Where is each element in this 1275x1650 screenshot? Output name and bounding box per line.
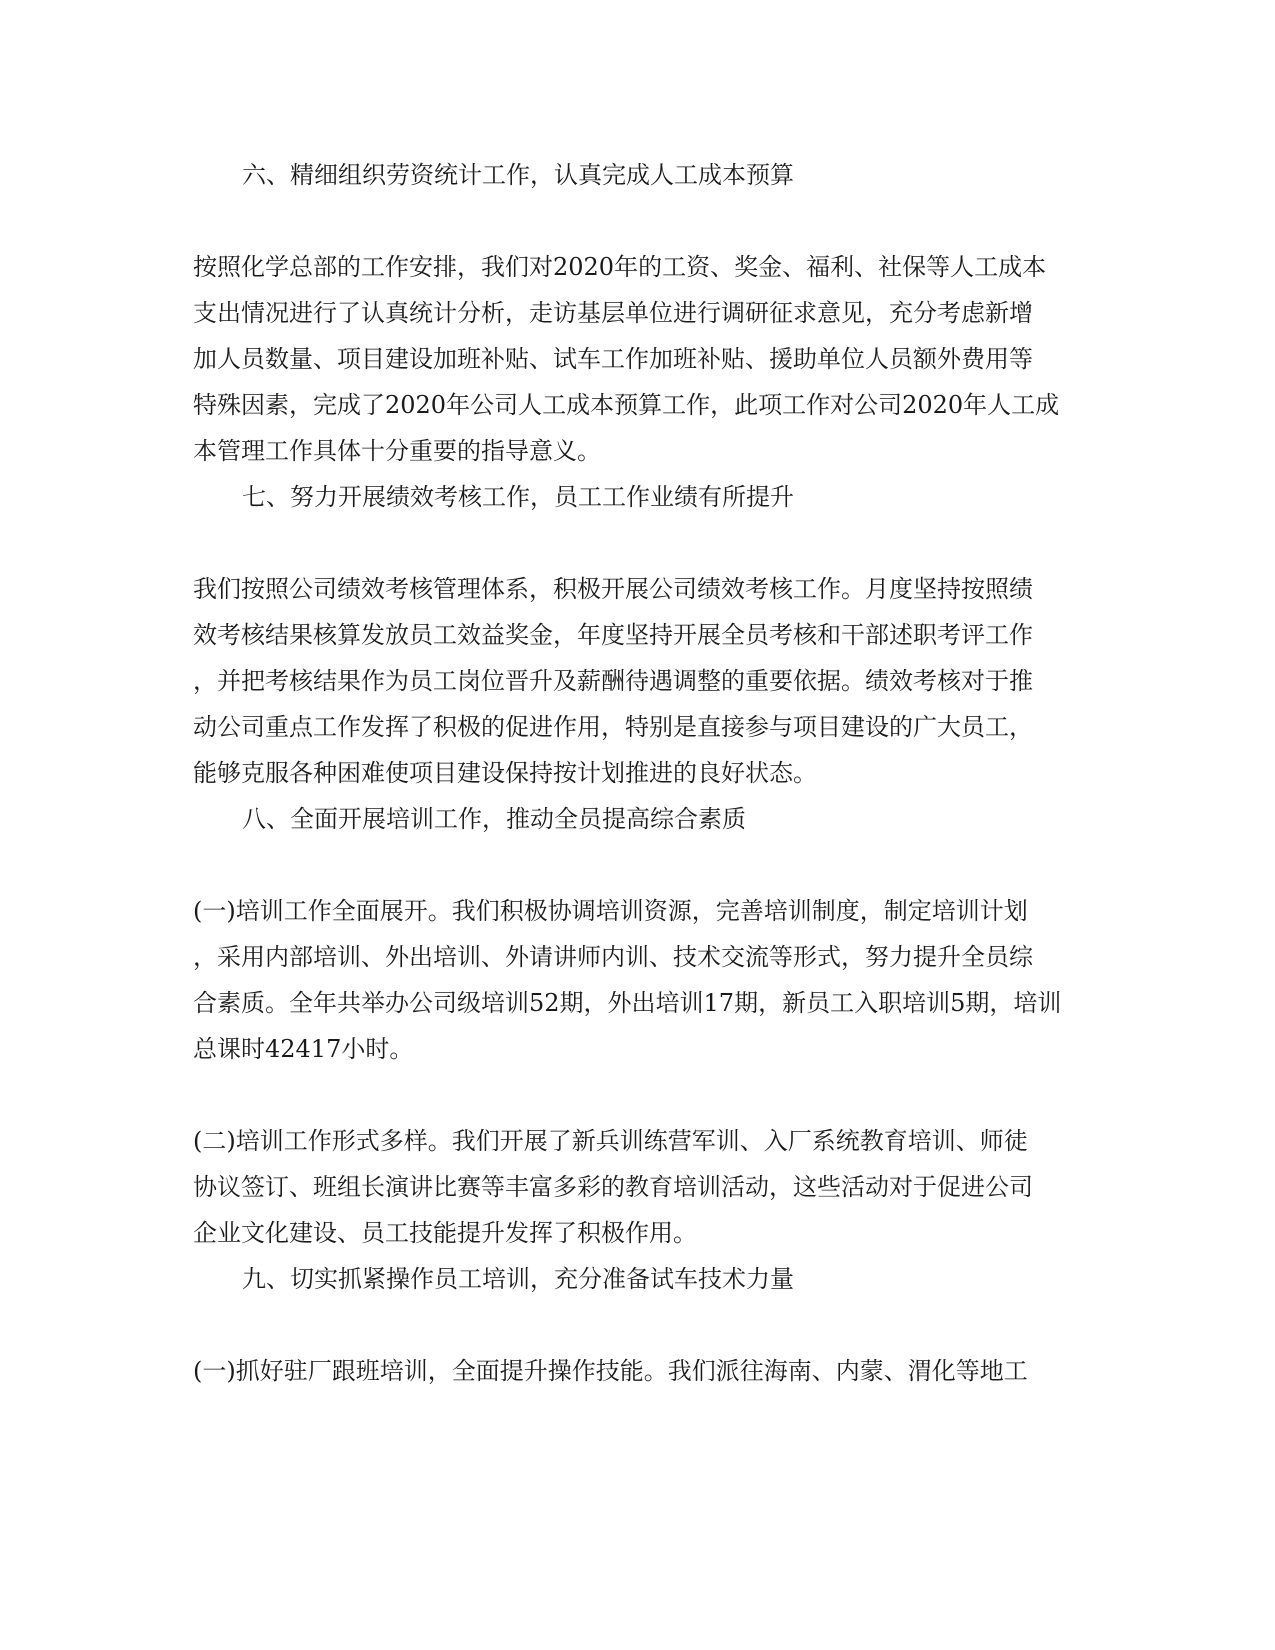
- section-8-para-1-line-2: ，采用内部培训、外出培训、外请讲师内训、技术交流等形式，努力提升全员综: [193, 943, 1033, 971]
- section-9-heading: 九、切实抓紧操作员工培训，充分准备试车技术力量: [242, 1265, 794, 1293]
- section-7-heading: 七、努力开展绩效考核工作，员工工作业绩有所提升: [242, 483, 794, 511]
- section-8-para-2-line-2: 协议签订、班组长演讲比赛等丰富多彩的教育培训活动，这些活动对于促进公司: [193, 1173, 1033, 1201]
- section-8-para-2-line-1: (二)培训工作形式多样。我们开展了新兵训练营军训、入厂系统教育培训、师徒: [193, 1127, 1028, 1155]
- section-8-para-2-line-3: 企业文化建设、员工技能提升发挥了积极作用。: [193, 1219, 697, 1247]
- section-7-line-2: 效考核结果核算发放员工效益奖金，年度坚持开展全员考核和干部述职考评工作: [193, 621, 1033, 649]
- section-8-heading: 八、全面开展培训工作，推动全员提高综合素质: [242, 805, 746, 833]
- section-7-line-3: ，并把考核结果作为员工岗位晋升及薪酬待遇调整的重要依据。绩效考核对于推: [193, 667, 1033, 695]
- section-6-line-3: 加人员数量、项目建设加班补贴、试车工作加班补贴、援助单位人员额外费用等: [193, 345, 1033, 373]
- section-6-heading: 六、精细组织劳资统计工作，认真完成人工成本预算: [242, 161, 794, 189]
- section-6-line-4: 特殊因素，完成了2020年公司人工成本预算工作，此项工作对公司2020年人工成: [193, 391, 1060, 419]
- section-6-line-2: 支出情况进行了认真统计分析，走访基层单位进行调研征求意见，充分考虑新增: [193, 299, 1033, 327]
- section-8-para-1-line-3: 合素质。全年共举办公司级培训52期，外出培训17期，新员工入职培训5期，培训: [193, 989, 1062, 1017]
- section-6-line-5: 本管理工作具体十分重要的指导意义。: [193, 437, 601, 465]
- section-7-line-4: 动公司重点工作发挥了积极的促进作用，特别是直接参与项目建设的广大员工，: [193, 713, 1033, 741]
- section-8-para-1-line-1: (一)培训工作全面展开。我们积极协调培训资源，完善培训制度，制定培训计划: [193, 897, 1028, 925]
- section-6-line-1: 按照化学总部的工作安排，我们对2020年的工资、奖金、福利、社保等人工成本: [193, 253, 1047, 281]
- section-9-para-1-line-1: (一)抓好驻厂跟班培训，全面提升操作技能。我们派往海南、内蒙、渭化等地工: [193, 1357, 1028, 1385]
- section-8-para-1-line-4: 总课时42417小时。: [193, 1035, 414, 1063]
- section-7-line-1: 我们按照公司绩效考核管理体系，积极开展公司绩效考核工作。月度坚持按照绩: [193, 575, 1033, 603]
- section-7-line-5: 能够克服各种困难使项目建设保持按计划推进的良好状态。: [193, 759, 817, 787]
